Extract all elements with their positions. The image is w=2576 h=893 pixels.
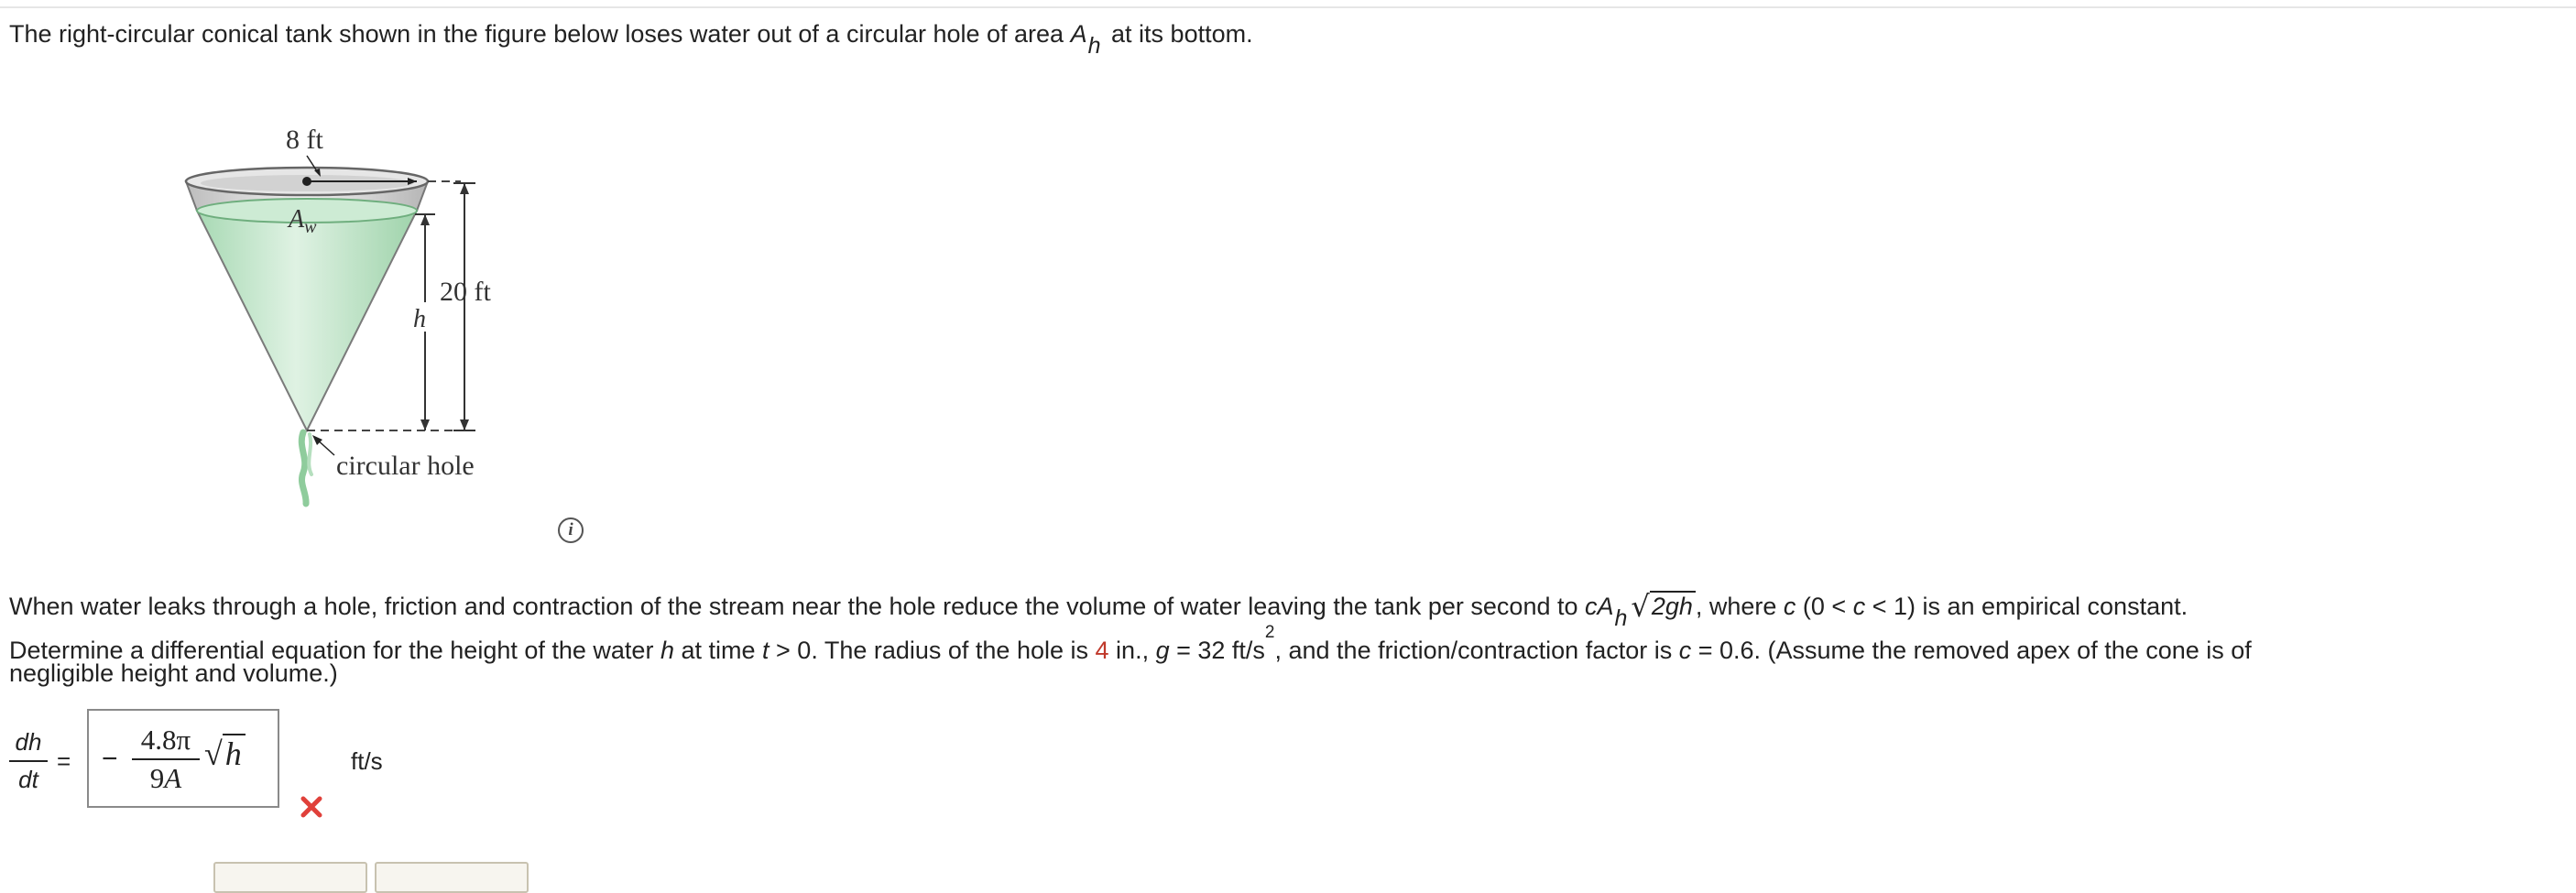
body-text-2d: in.,: [1108, 637, 1156, 664]
intro-var: A: [1070, 20, 1087, 48]
action-button-1[interactable]: [213, 862, 367, 893]
incorrect-x-icon: [300, 795, 323, 819]
lhs-numerator: dh: [9, 728, 48, 762]
body-cA-sub: h: [1614, 605, 1628, 631]
label-aw-sub: w: [304, 217, 317, 237]
lhs-denominator: dt: [18, 766, 38, 793]
body-text-2f: , and the friction/contraction factor is: [1274, 637, 1679, 664]
body-text-2c: > 0. The radius of the hole is: [769, 637, 1096, 664]
answer-den-number: 9: [149, 762, 165, 794]
problem-body: [9, 582, 2565, 673]
answer-den-var: A: [164, 762, 182, 794]
water-body: [197, 211, 417, 430]
answer-minus: −: [102, 744, 118, 774]
intro-text: The right-circular conical tank shown in the figure below loses water out of a circular hole of area: [9, 20, 1064, 48]
label-aw: A: [289, 205, 305, 234]
body-h: h: [660, 637, 674, 664]
water-stream: [301, 432, 306, 504]
intro-sub: h: [1087, 33, 1101, 59]
body-c: c: [1783, 593, 1796, 620]
answer-units: ft/s: [351, 747, 383, 775]
body-range-c: c: [1852, 593, 1866, 620]
body-text-1b: , where: [1695, 593, 1784, 620]
answer-input[interactable]: [87, 709, 279, 808]
body-text-1a: When water leaks through a hole, friction and contraction of the stream near the hole reduce the volume of water leaving the tank per second to: [9, 593, 1585, 620]
problem-intro: [9, 20, 1253, 59]
body-range-b: < 1) is an empirical constant.: [1865, 593, 2189, 620]
conical-tank-figure: [169, 110, 527, 513]
label-circular-hole: circular hole: [336, 451, 475, 481]
answer-frac-numerator: 4.8π: [132, 724, 200, 760]
info-icon[interactable]: i: [558, 517, 584, 543]
body-sqrt-content: 2gh: [1650, 591, 1696, 620]
answer-fraction: [132, 724, 200, 795]
body-text-2g: = 0.6. (Assume the removed apex of the cone is of: [1691, 637, 2252, 664]
body-range-a: (0 <: [1796, 593, 1853, 620]
action-button-2[interactable]: [375, 862, 529, 893]
body-c2: c: [1678, 637, 1692, 664]
body-cA: cA: [1585, 593, 1614, 620]
body-sqrt: √2gh: [1631, 582, 1695, 629]
body-line-2: [9, 623, 2565, 673]
label-20ft: 20 ft: [440, 277, 491, 307]
body-exp: 2: [1264, 623, 1275, 642]
body-text-2e: = 32 ft/s: [1169, 637, 1265, 664]
label-h: h: [413, 305, 426, 333]
body-text-2b: at time: [673, 637, 763, 664]
label-8ft: 8 ft: [286, 125, 323, 155]
equals-sign: =: [57, 747, 71, 775]
body-text-2a: Determine a differential equation for the height of the water: [9, 637, 660, 664]
radius-value: 4: [1095, 637, 1109, 664]
body-g: g: [1155, 637, 1170, 664]
intro-end: at its bottom.: [1111, 20, 1253, 48]
tank-diagram: [169, 110, 527, 513]
answer-frac-denominator: [132, 760, 200, 795]
answer-lhs: [9, 728, 48, 794]
body-t: t: [762, 637, 770, 664]
answer-sqrt-var: h: [223, 734, 246, 772]
answer-sqrt: √h: [204, 735, 246, 773]
body-line-1: [9, 582, 2565, 631]
body-line-3: negligible height and volume.): [9, 659, 338, 687]
top-divider: [0, 0, 2576, 8]
